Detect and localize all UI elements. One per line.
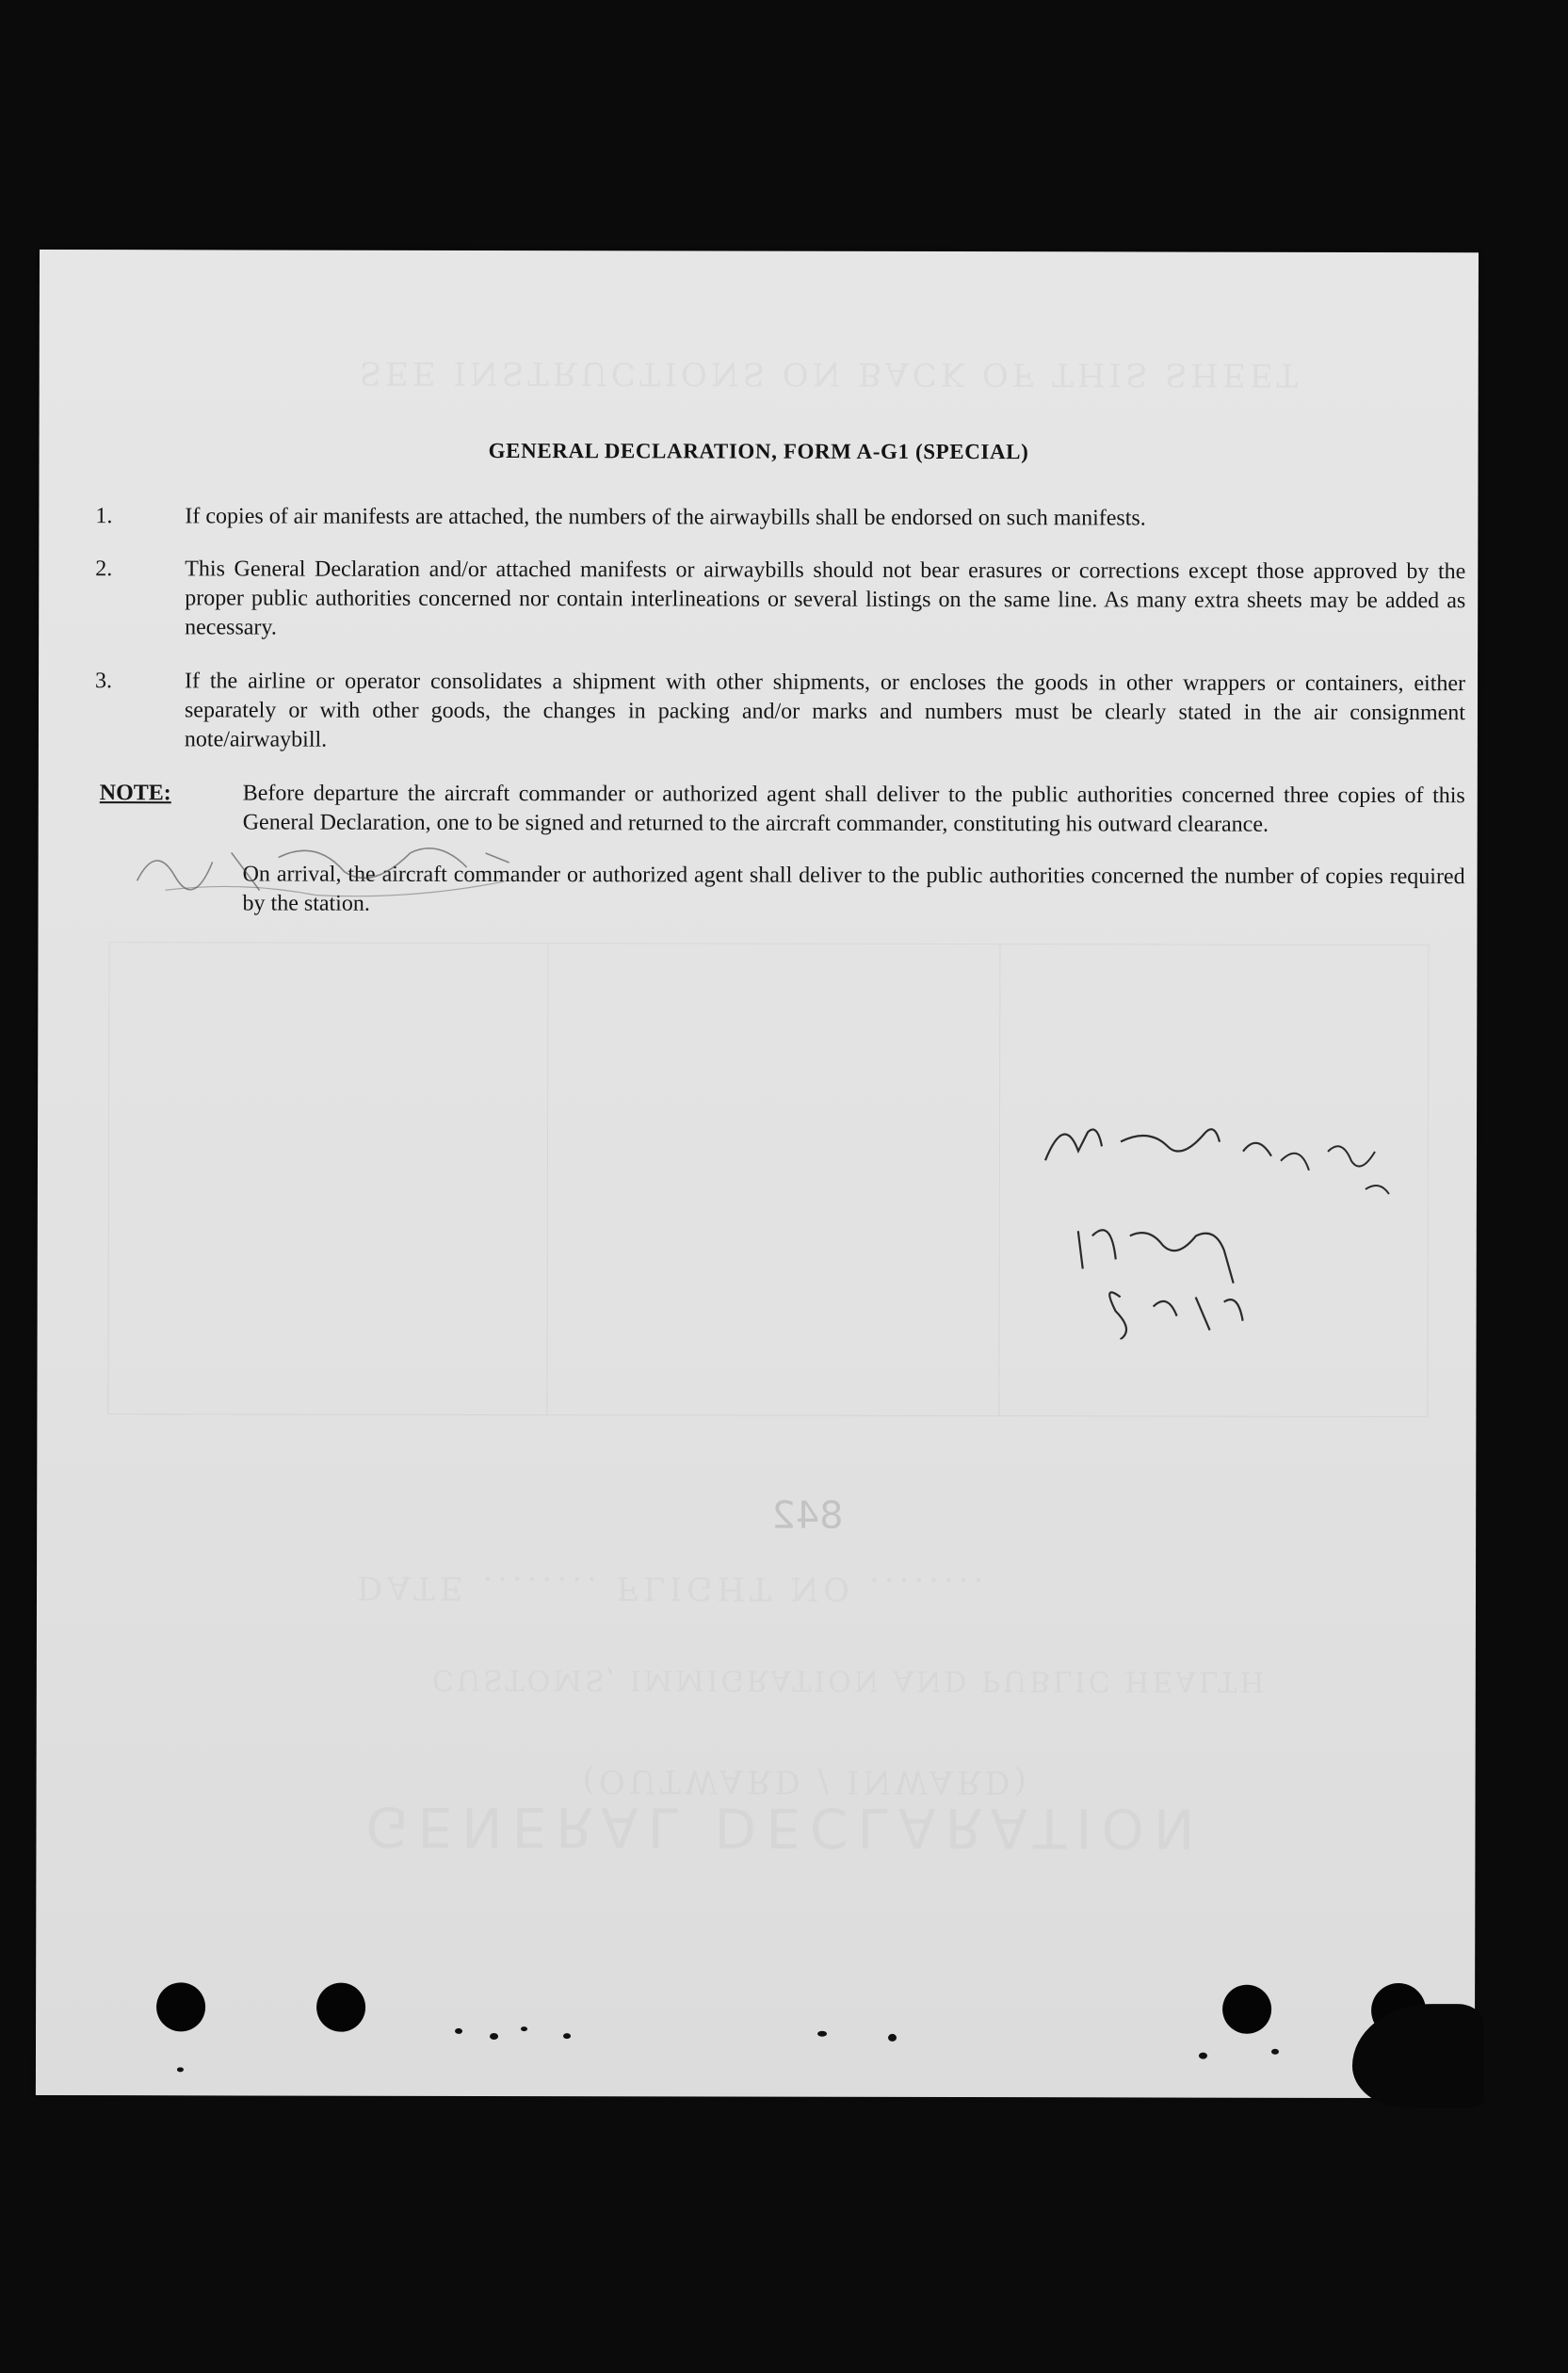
handwritten-annotation	[1026, 1094, 1423, 1340]
ink-speck	[490, 2033, 498, 2040]
bleed-through-text: GENERAL DECLARATION	[365, 1794, 1204, 1861]
ink-speck	[521, 2026, 527, 2031]
ink-speck	[455, 2028, 462, 2034]
ink-speck	[817, 2031, 827, 2037]
page-title: GENERAL DECLARATION, FORM A-G1 (SPECIAL)	[488, 438, 1029, 464]
bleed-through-text: (OUTWARD / INWARD)	[582, 1762, 1030, 1801]
binder-hole	[316, 1983, 365, 2032]
note-paragraph-2: On arrival, the aircraft commander or authorized agent shall deliver to the public authorities concerned the number of copies required by the station.	[242, 862, 1465, 916]
instruction-item-1	[95, 502, 1465, 534]
document-page	[36, 250, 1479, 2098]
binder-hole	[1222, 1985, 1271, 2034]
instruction-item-3	[95, 667, 1465, 757]
item-number: 1.	[95, 504, 113, 529]
item-text: This General Declaration and/or attached manifests or airwaybills should not bear erasures or corrections except those approved by the proper public authorities concerned nor contain interlineations or several listings on the same line. As many extra sheets may be added as necessary.	[185, 557, 1466, 640]
note-label: NOTE:	[99, 781, 171, 806]
bleed-through-text: CUSTOMS, IMMIGRATION AND PUBLIC HEALTH	[431, 1662, 1268, 1698]
ink-speck	[1271, 2049, 1279, 2055]
binder-hole	[156, 1982, 205, 2031]
bleed-through-number: 842	[771, 1493, 844, 1538]
bleed-through-text: DATE ........ FLIGHT NO ........	[356, 1568, 989, 1608]
note-paragraph-1: Before departure the aircraft commander or authorized agent shall deliver to the public authorities concerned three copies of this General Declaration, one to be signed and returned to the aircraft commander, constituting his outward clearance.	[242, 781, 1465, 837]
instruction-item-2	[95, 555, 1465, 645]
item-text: If the airline or operator consolidates a shipment with other shipments, or encloses the goods in other wrappers or containers, either separately or with other goods, the changes in packing and/or marks and numbers must be clearly stated in the air consignment note/airwaybill.	[184, 669, 1466, 752]
ink-speck	[177, 2067, 184, 2072]
item-number: 3.	[95, 669, 113, 694]
handwritten-scribble	[128, 824, 524, 900]
ink-speck	[888, 2034, 897, 2042]
ink-speck	[563, 2033, 571, 2039]
ink-speck	[1199, 2053, 1207, 2059]
item-text: If copies of air manifests are attached, the numbers of the airwaybills shall be endorsed on such manifests.	[185, 504, 1146, 531]
item-number: 2.	[95, 557, 113, 582]
bleed-through-text: SEE INSTRUCTIONS ON BACK OF THIS SHEET	[359, 353, 1302, 394]
